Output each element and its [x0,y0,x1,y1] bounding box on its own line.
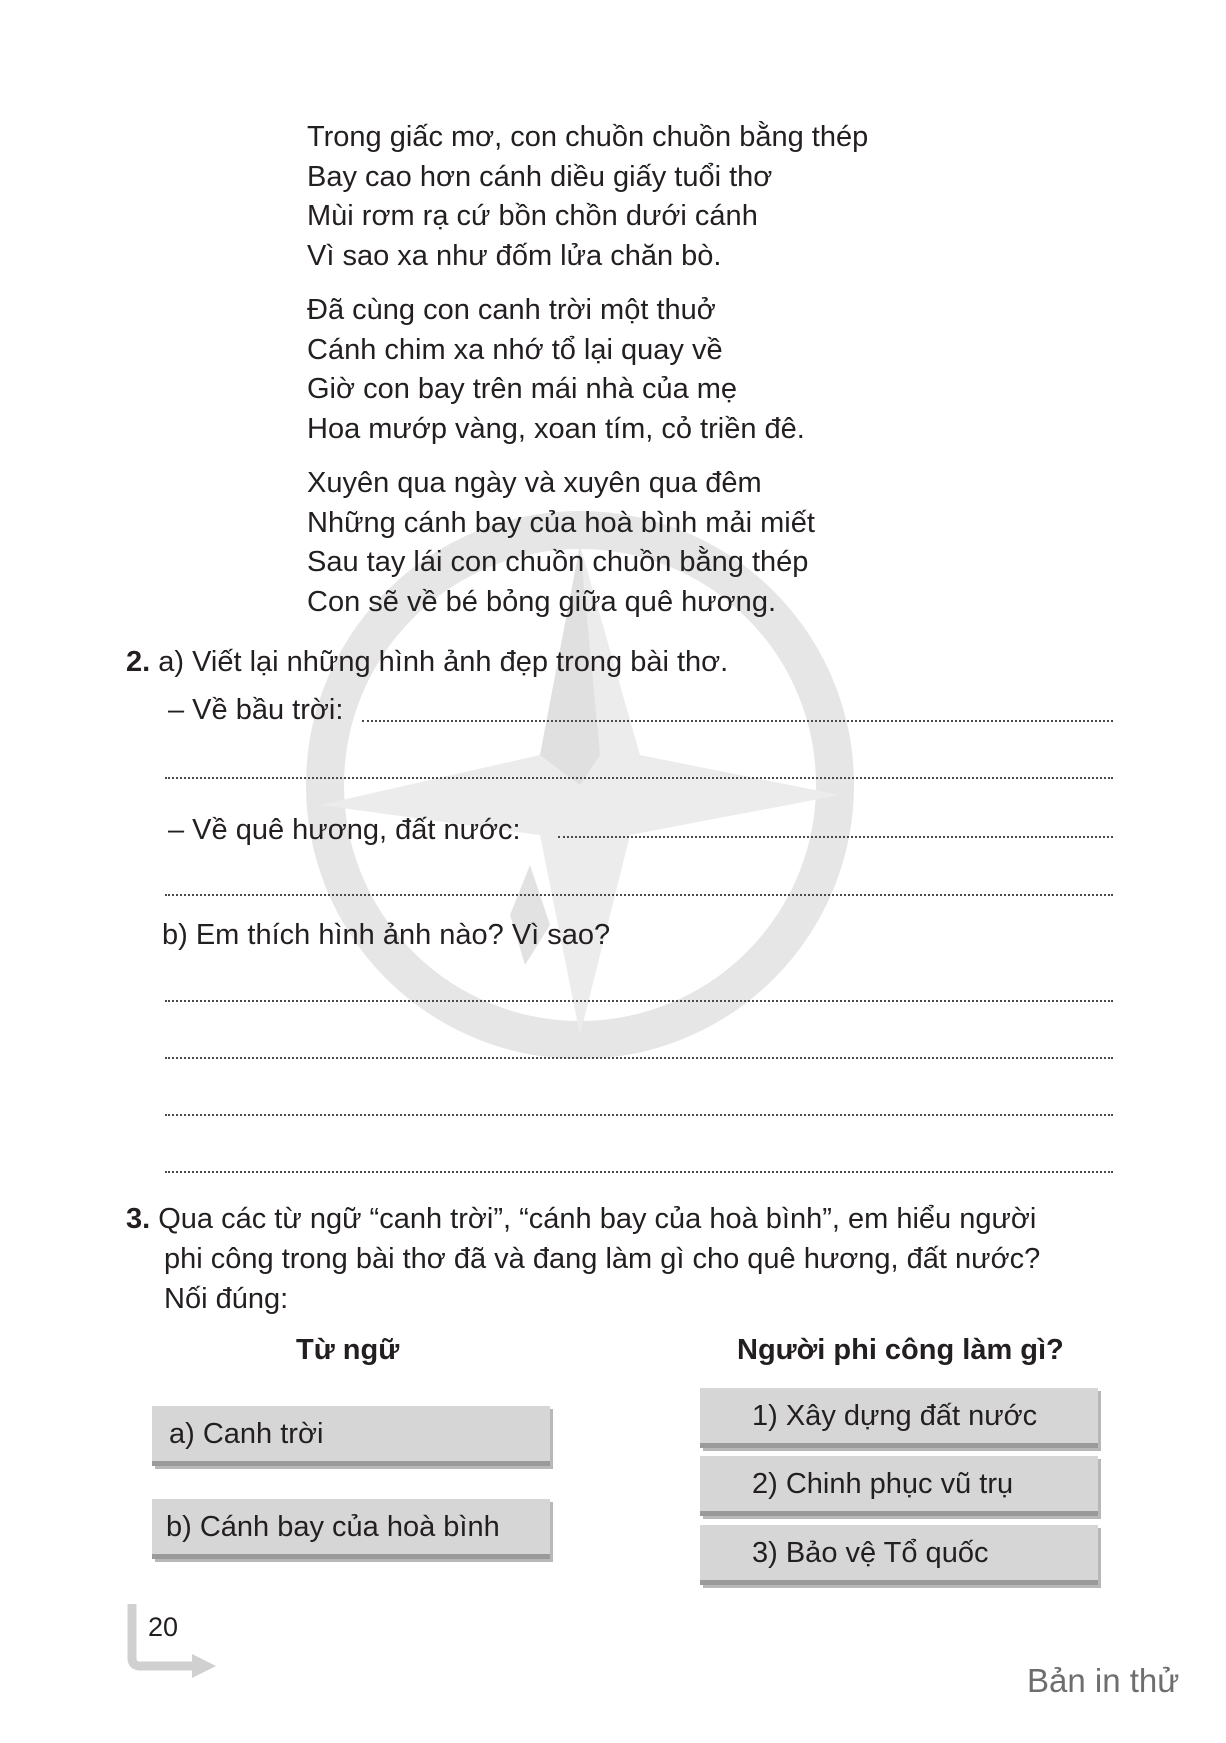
match-item-right-2[interactable] [700,1456,1098,1516]
question-2-part-a [126,642,728,682]
match-item-label: b) Cánh bay của hoà bình [166,1511,500,1543]
left-column-header: Từ ngữ [296,1334,400,1366]
question-3-number: 3. [126,1203,151,1235]
poem-line: Đã cùng con canh trời một thuở [307,294,716,326]
poem-line: Trong giấc mơ, con chuồn chuồn bằng thép [307,121,869,153]
poem [307,118,868,637]
answer-line-country-1[interactable] [558,836,1113,838]
poem-stanza-1 [307,118,868,276]
poem-line: Hoa mướp vàng, xoan tím, cỏ triền đê. [307,412,805,445]
match-item-right-1[interactable] [700,1388,1098,1448]
question-2-part-a-text: a) Viết lại những hình ảnh đẹp trong bài thơ. [158,646,729,678]
match-item-label: a) Canh trời [169,1418,324,1450]
poem-line: Sau tay lái con chuồn chuồn bằng thép [307,546,809,578]
draft-label: Bản in thử [1027,1662,1180,1699]
answer-line-sky-2[interactable] [165,777,1113,779]
poem-line: Những cánh bay của hoà bình mải miết [307,506,815,539]
sky-label: – Về bầu trời: [168,694,344,726]
poem-stanza-2 [307,291,868,449]
answer-line-b-4[interactable] [165,1171,1113,1173]
poem-line: Con sẽ về bé bỏng giữa quê hương. [307,585,776,618]
country-label: – Về quê hương, đất nước: [168,814,521,846]
question-2-number: 2. [126,646,151,678]
page-number: 20 [148,1612,179,1642]
match-item-label: 3) Bảo vệ Tổ quốc [752,1537,989,1569]
poem-line: Vì sao xa như đốm lửa chăn bò. [307,239,722,272]
poem-line: Cánh chim xa nhớ tổ lại quay về [307,333,723,366]
match-item-label: 2) Chinh phục vũ trụ [752,1468,1014,1500]
question-2-part-b: b) Em thích hình ảnh nào? Vì sao? [162,919,611,951]
poem-stanza-3 [307,464,868,622]
question-3-line-2: phi công trong bài thơ đã và đang làm gì cho quê hương, đất nước? [164,1243,1041,1275]
match-item-left-a[interactable] [152,1406,550,1466]
answer-line-b-1[interactable] [165,1000,1113,1002]
answer-line-b-3[interactable] [165,1114,1113,1116]
match-item-right-3[interactable] [700,1525,1098,1585]
answer-line-country-2[interactable] [165,894,1113,896]
poem-line: Xuyên qua ngày và xuyên qua đêm [307,467,762,499]
question-3-line-1-text: Qua các từ ngữ “canh trời”, “cánh bay của hoà bình”, em hiểu người [158,1203,1037,1235]
poem-line: Giờ con bay trên mái nhà của mẹ [307,373,738,405]
question-3-line-3: Nối đúng: [164,1283,289,1315]
match-item-label: 1) Xây dựng đất nước [752,1400,1038,1432]
answer-line-sky-1[interactable] [362,720,1113,722]
poem-line: Mùi rơm rạ cứ bồn chồn dưới cánh [307,200,758,232]
match-item-left-b[interactable] [152,1499,550,1559]
right-column-header: Người phi công làm gì? [737,1334,1064,1366]
poem-line: Bay cao hơn cánh diều giấy tuổi thơ [307,160,773,193]
question-3-line-1 [126,1199,1036,1239]
answer-line-b-2[interactable] [165,1057,1113,1059]
